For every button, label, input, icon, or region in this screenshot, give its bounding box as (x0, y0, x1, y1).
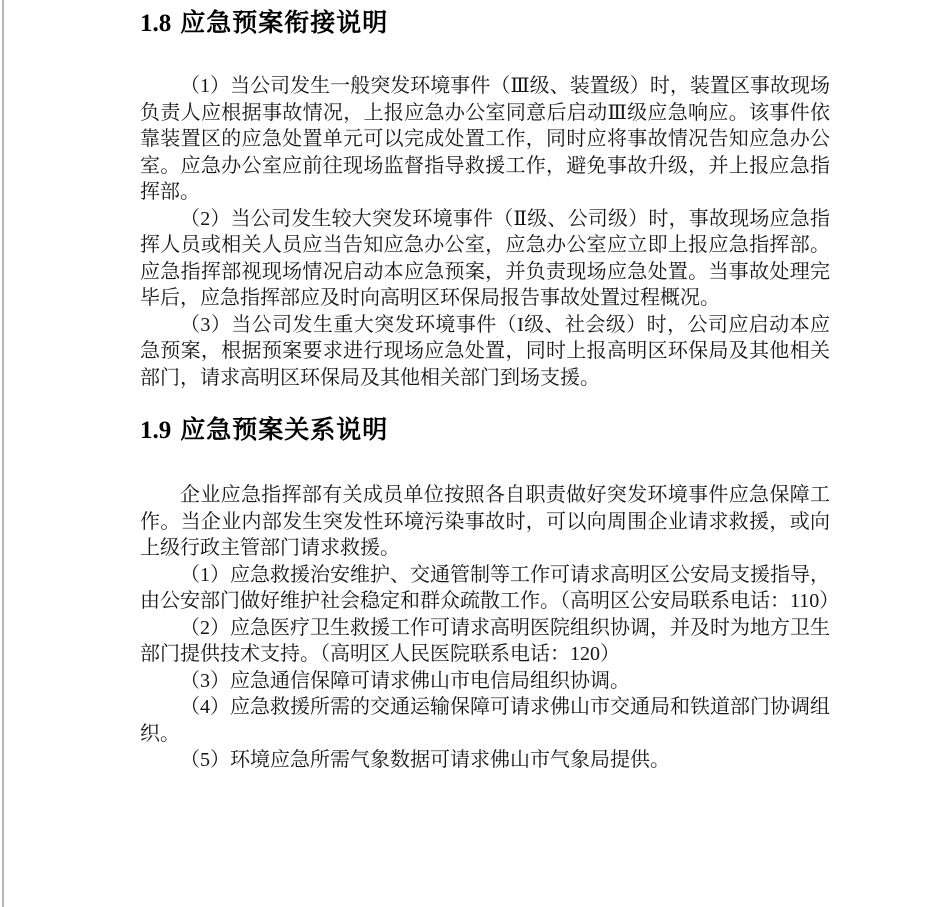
section-1-9 (140, 415, 840, 774)
paragraph: 企业应急指挥部有关成员单位按照各自职责做好突发环境事件应急保障工作。当企业内部发生突发性环境污染事故时，可以向周围企业请求救援，或向上级行政主管部门请求救援。 (140, 484, 830, 559)
section-1-8 (140, 8, 830, 391)
section-heading-1-8 (140, 8, 830, 39)
paragraph: （3）应急通信保障可请求佛山市电信局组织协调。 (180, 669, 630, 692)
paragraph: （2）应急医疗卫生救援工作可请求高明医院组织协调，并及时为地方卫生部门提供技术支持。（高明区人民医院联系电话：120） (140, 616, 830, 665)
section-heading-1-9 (140, 415, 830, 446)
paragraph: （4）应急救援所需的交通运输保障可请求佛山市交通局和铁道部门协调组织。 (140, 696, 830, 745)
heading-text: 应急预案衔接说明 (180, 9, 389, 37)
paragraph: （5）环境应急所需气象数据可请求佛山市气象局提供。 (180, 749, 670, 771)
heading-number: 1.9 (140, 417, 172, 444)
heading-number: 1.8 (140, 10, 172, 37)
paragraph: （2）当公司发生较大突发环境事件（Ⅱ级、公司级）时，事故现场应急指挥人员或相关人员应当告知应急办公室，应急办公室应立即上报应急指挥部。应急指挥部视现场情况启动本应急预案，并负责现场应急处置。当事故处理完毕后，应急指挥部应及时向高明区环保局报告事故处置过程概况。 (140, 207, 830, 309)
heading-text: 应急预案关系说明 (180, 416, 389, 444)
paragraph: （1）应急救援治安维护、交通管制等工作可请求高明区公安局支援指导，由公安部门做好维护社会稳定和群众疏散工作。（高明区公安局联系电话：110） (140, 563, 840, 612)
paragraph: （1）当公司发生一般突发环境事件（Ⅲ级、装置级）时，装置区事故现场负责人应根据事故情况，上报应急办公室同意后启动Ⅲ级应急响应。该事件依靠装置区的应急处置单元可以完成处置工作，同时应将事故情况告知应急办公室。应急办公室应前往现场监督指导救援工作，避免事故升级，并上报应急指挥部。 (140, 75, 830, 203)
paragraph: （3）当公司发生重大突发环境事件（I级、社会级）时，公司应启动本应急预案，根据预案要求进行现场应急处置，同时上报高明区环保局及其他相关部门，请求高明区环保局及其他相关部门到场支援。 (140, 313, 830, 389)
document-content (140, 0, 840, 774)
page-edge-line (2, 0, 4, 907)
